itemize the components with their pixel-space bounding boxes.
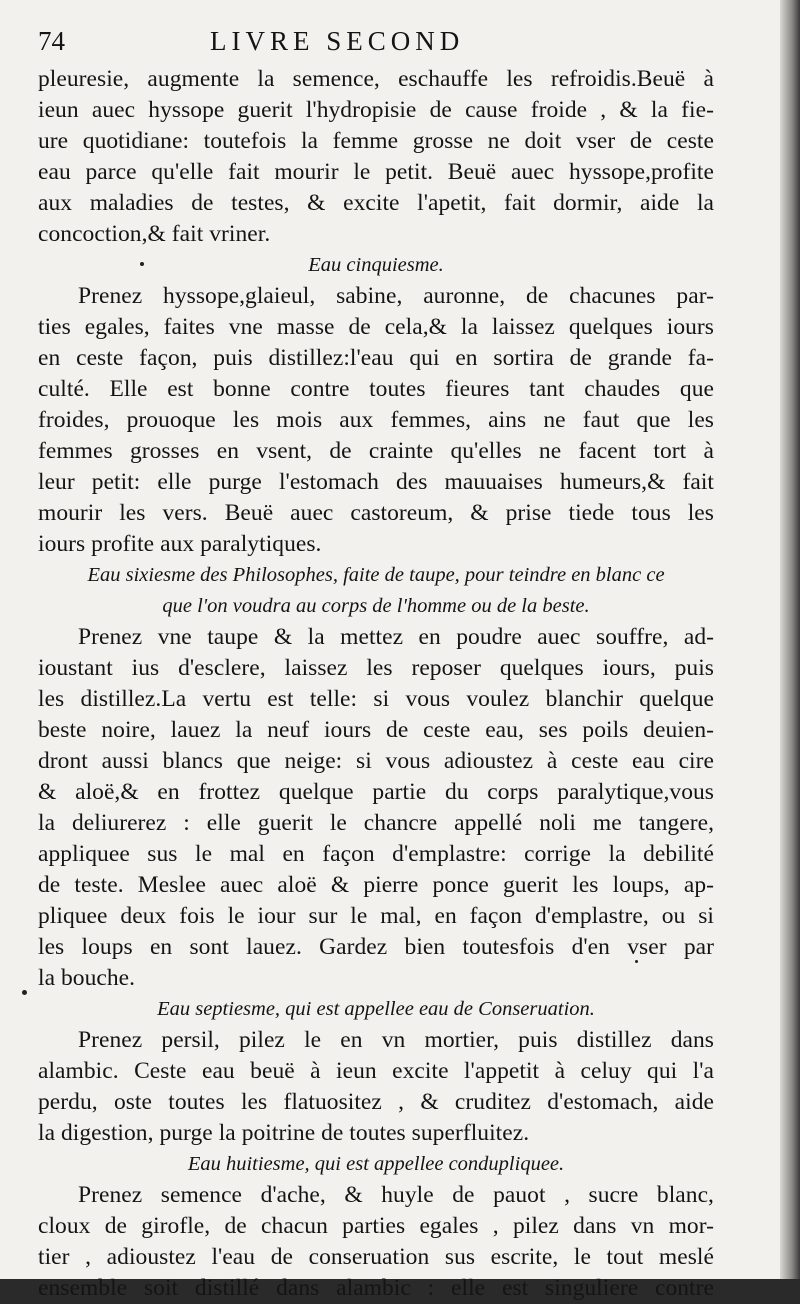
section-heading-line-2: que l'on voudra au corps de l'homme ou de la beste. <box>162 595 590 617</box>
page-number: 74 <box>38 26 65 56</box>
ink-speck <box>635 960 638 963</box>
text-line: & aloë,& en frottez quelque partie du corps paralytique,vous <box>38 779 714 805</box>
paragraph-continuation <box>38 64 714 250</box>
page-header <box>38 26 714 62</box>
text-line: cloux de girofle, de chacun parties egales , pilez dans vn mor- <box>38 1213 714 1239</box>
text-line: ensemble soit distillé dans alambic : elle est singuliere contre <box>38 1275 714 1301</box>
text-line: pliquee deux fois le iour sur le mal, en façon d'emplastre, ou si <box>38 903 714 929</box>
text-line: appliquee sus le mal en façon d'emplastre: corrige la debilité <box>38 841 714 867</box>
text-line: perdu, oste toutes les flatuositez , & cruditez d'estomach, aide <box>38 1089 714 1115</box>
text-line: aux maladies de testes, & excite l'apetit, fait dormir, aide la <box>38 190 714 216</box>
text-line: la digestion, purge la poitrine de toutes superfluitez. <box>38 1120 530 1146</box>
text-line: ioustant ius d'esclere, laissez les reposer quelques iours, puis <box>38 655 714 681</box>
text-line: froides, prouoque les mois aux femmes, ains ne faut que les <box>38 407 714 433</box>
text-line: Prenez persil, pilez le en vn mortier, puis distillez dans <box>78 1027 714 1053</box>
text-line: ties egales, faites vne masse de cela,& la laissez quelques iours <box>38 314 714 340</box>
paragraph <box>38 1025 714 1149</box>
text-line: dront aussi blancs que neige: si vous adioustez à ceste eau cire <box>38 748 714 774</box>
section-heading: Eau cinquiesme. <box>308 254 444 276</box>
text-line: femmes grosses en vsent, de crainte qu'elles ne facent tort à <box>38 438 714 464</box>
text-line: Prenez hyssope,glaieul, sabine, auronne, de chacunes par- <box>78 283 714 309</box>
text-line: en ceste façon, puis distillez:l'eau qui en sortira de grande fa- <box>38 345 714 371</box>
paragraph <box>38 1180 714 1304</box>
text-line: eau parce qu'elle fait mourir le petit. Beuë auec hyssope,profite <box>38 159 714 185</box>
page-text <box>38 26 714 1304</box>
text-line: leur petit: elle purge l'estomach des mauuaises humeurs,& fait <box>38 469 714 495</box>
text-line: tier , adioustez l'eau de conseruation sus escrite, le tout meslé <box>38 1244 714 1270</box>
text-line: iours profite aux paralytiques. <box>38 531 322 557</box>
text-line: Prenez vne taupe & la mettez en poudre auec souffre, ad- <box>78 624 714 650</box>
section-heading: Eau septiesme, qui est appellee eau de Conseruation. <box>157 998 595 1020</box>
text-line: beste noire, lauez la neuf iours de ceste eau, ses poils deuien- <box>38 717 714 743</box>
text-line: ieun auec hyssope guerit l'hydropisie de cause froide , & la fie- <box>38 97 714 123</box>
ink-speck <box>140 262 144 266</box>
text-line: culté. Elle est bonne contre toutes fieures tant chaudes que <box>38 376 714 402</box>
text-line: ure quotidiane: toutefois la femme grosse ne doit vser de ceste <box>38 128 714 154</box>
paragraph <box>38 281 714 560</box>
text-line: pleuresie, augmente la semence, eschauffe les refroidis.Beuë à <box>38 66 714 92</box>
section-heading: Eau sixiesme des Philosophes, faite de taupe, pour teindre en blanc ce <box>87 564 665 586</box>
text-line: la bouche. <box>38 965 136 991</box>
section-heading: Eau huitiesme, qui est appellee condupliquee. <box>187 1153 565 1175</box>
text-line: mourir les vers. Beuë auec castoreum, & prise tiede tous les <box>38 500 714 526</box>
text-line: les distillez.La vertu est telle: si vous voulez blanchir quelque <box>38 686 714 712</box>
text-line: Prenez semence d'ache, & huyle de pauot , sucre blanc, <box>78 1182 714 1208</box>
text-line: alambic. Ceste eau beuë à ieun excite l'appetit à celuy qui l'a <box>38 1058 714 1084</box>
page-edge-shadow <box>780 0 800 1279</box>
text-line: la deliurerez : elle guerit le chancre appellé noli me tangere, <box>38 810 714 836</box>
text-line: concoction,& fait vriner. <box>38 221 271 247</box>
running-head: LIVRE SECOND <box>210 26 465 56</box>
ink-speck <box>22 990 27 995</box>
text-line: de teste. Meslee auec aloë & pierre ponce guerit les loups, ap- <box>38 872 714 898</box>
paragraph <box>38 622 714 994</box>
text-line: les loups en sont lauez. Gardez bien toutesfois d'en vser par <box>38 934 714 960</box>
